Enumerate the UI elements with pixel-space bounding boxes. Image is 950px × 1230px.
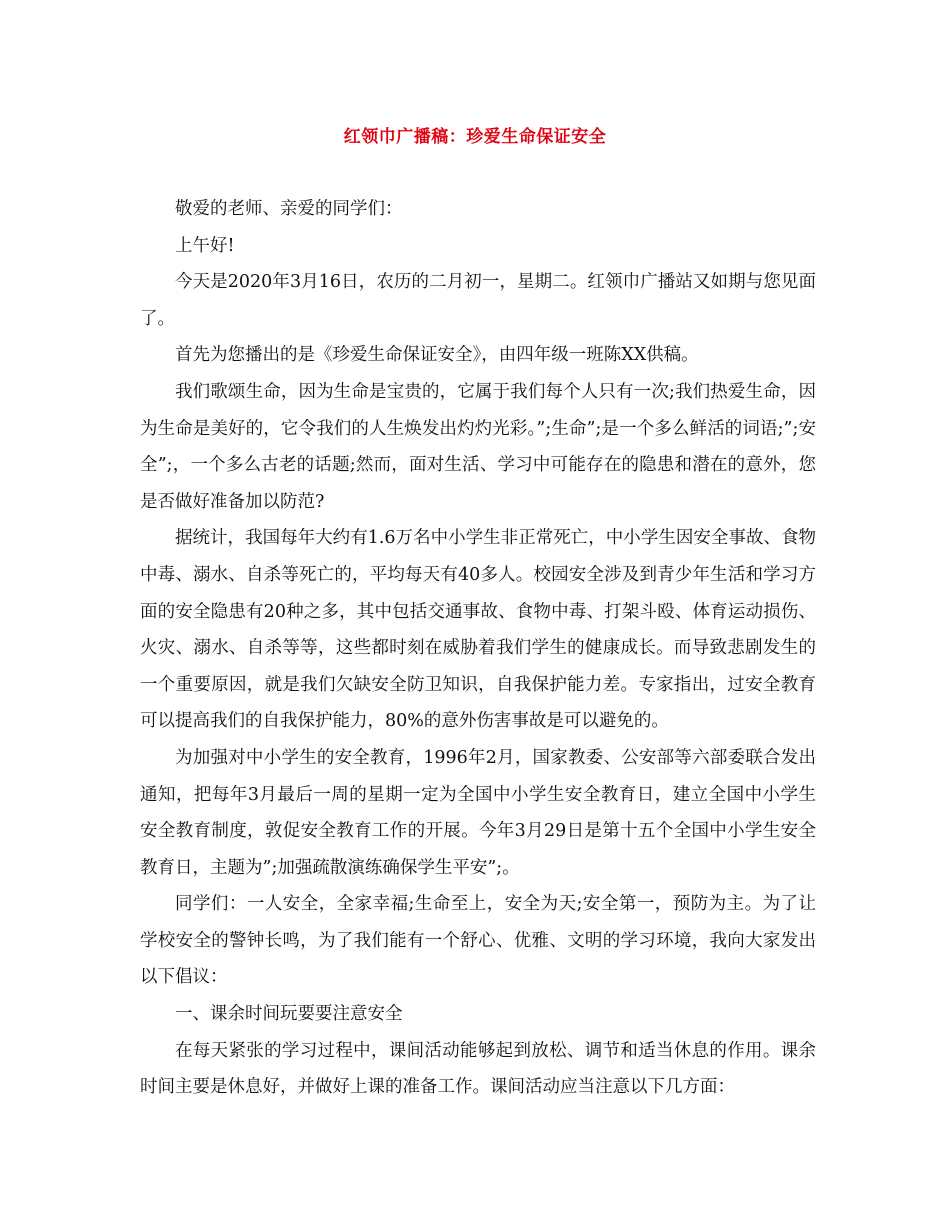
paragraph-break-activities: 在每天紧张的学习过程中，课间活动能够起到放松、调节和适当休息的作用。课余时间主要是休息好，并做好上课的准备工作。课间活动应当注意以下几方面： <box>140 1040 816 1098</box>
paragraph-salutation: 敬爱的老师、亲爱的同学们： <box>175 199 403 219</box>
paragraph-intro: 首先为您播出的是《珍爱生命保证安全》，由四年级一班陈XX供稿。 <box>175 345 699 366</box>
paragraph-heading-one: 一、课余时间玩要要注意安全 <box>175 1004 403 1025</box>
document-body <box>140 191 816 1106</box>
paragraph-proposal: 同学们：一人安全，全家幸福;生命至上，安全为天;安全第一，预防为主。为了让学校安全的警钟长鸣，为了我们能有一个舒心、优雅、文明的学习环境，我向大家发出以下倡议： <box>140 894 816 988</box>
paragraph-greeting: 上午好! <box>175 235 235 256</box>
paragraph-safety-day: 为加强对中小学生的安全教育，1996年2月，国家教委、公安部等六部委联合发出通知，把每年3月最后一周的星期一定为全国中小学生安全教育日，建立全国中小学生安全教育制度，敦促安全教育工作的开展。今年3月29日是第十五个全国中小学生安全教育日，主题为”;加强疏散演练确保学生平安”;。 <box>140 747 816 878</box>
paragraph-date: 今天是2020年3月16日，农历的二月初一，星期二。红领巾广播站又如期与您见面了。 <box>140 272 816 329</box>
paragraph-life: 我们歌颂生命，因为生命是宝贵的，它属于我们每个人只有一次;我们热爱生命，因为生命是美好的，它令我们的人生焕发出灼灼光彩。”;生命”;是一个多么鲜活的词语;”;安全”;，一个多么古老的话题;然而，面对生活、学习中可能存在的隐患和潜在的意外，您是否做好准备加以防范? <box>140 381 816 512</box>
document-title: 红领巾广播稿：珍爱生命保证安全 <box>343 127 607 147</box>
paragraph-statistics: 据统计，我国每年大约有1.6万名中小学生非正常死亡，中小学生因安全事故、食物中毒、溺水、自杀等死亡的，平均每天有40多人。校园安全涉及到青少年生活和学习方面的安全隐患有20种之多，其中包括交通事故、食物中毒、打架斗殴、体育运动损伤、火灾、溺水、自杀等等，这些都时刻在威胁着我们学生的健康成长。而导致悲剧发生的一个重要原因，就是我们欠缺安全防卫知识，自我保护能力差。专家指出，过安全教育可以提高我们的自我保护能力，80%的意外伤害事故是可以避免的。 <box>140 528 816 732</box>
